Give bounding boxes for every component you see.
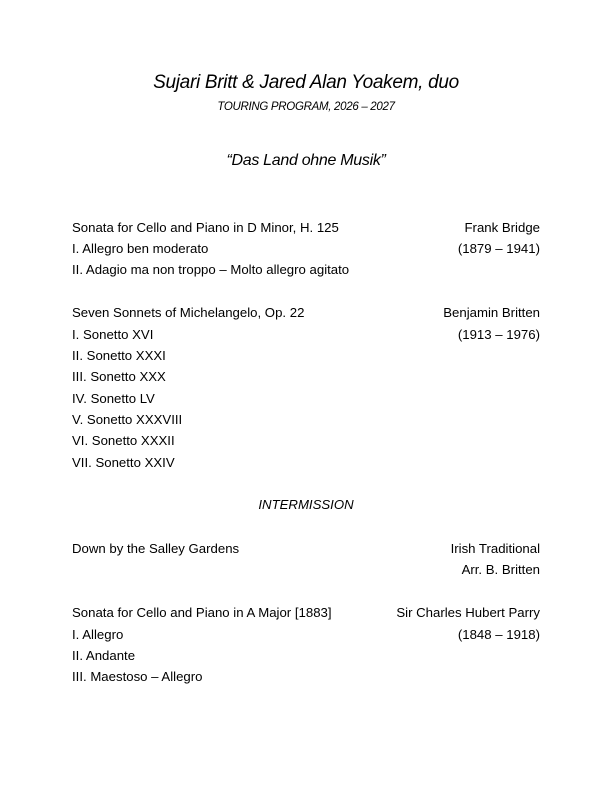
work-row xyxy=(72,409,540,430)
performer-title: Sujari Britt & Jared Alan Yoakem, duo xyxy=(153,72,459,93)
work-title: Sonata for Cello and Piano in A Major [1883] xyxy=(72,605,332,620)
composer-name: Irish Traditional xyxy=(450,541,540,556)
composer-dates: (1848 – 1918) xyxy=(457,627,540,642)
movement-title: VI. Sonetto XXXII xyxy=(72,433,175,448)
composer-name: Frank Bridge xyxy=(464,220,540,235)
work-row xyxy=(72,388,540,409)
composer-name: Benjamin Britten xyxy=(443,305,540,320)
composer-dates: (1879 – 1941) xyxy=(457,241,540,256)
movement-title: II. Andante xyxy=(72,648,136,663)
arranger-credit: Arr. B. Britten xyxy=(461,562,540,577)
intermission-label: INTERMISSION xyxy=(258,497,354,512)
work-row xyxy=(72,666,540,687)
work-row xyxy=(72,645,540,666)
movement-title: II. Sonetto XXXI xyxy=(72,348,166,363)
work-title: Seven Sonnets of Michelangelo, Op. 22 xyxy=(72,305,305,320)
work-row xyxy=(72,302,540,323)
work-row xyxy=(72,217,540,238)
work-row xyxy=(72,259,540,280)
movement-title: IV. Sonetto LV xyxy=(72,391,155,406)
work-row xyxy=(72,324,540,345)
work-title: Down by the Salley Gardens xyxy=(72,541,240,556)
movement-title: I. Allegro xyxy=(72,627,124,642)
work-row xyxy=(72,238,540,259)
movement-title: III. Sonetto XXX xyxy=(72,369,166,384)
movement-title: V. Sonetto XXXVIII xyxy=(72,412,183,427)
movement-title: I. Allegro ben moderato xyxy=(72,241,209,256)
work-row xyxy=(72,452,540,473)
work-row xyxy=(72,366,540,387)
work-row xyxy=(72,624,540,645)
program-title: “Das Land ohne Musik” xyxy=(226,152,386,169)
composer-name: Sir Charles Hubert Parry xyxy=(396,605,540,620)
movement-title: II. Adagio ma non troppo – Molto allegro agitato xyxy=(72,262,350,277)
work-row xyxy=(72,538,540,559)
work-row xyxy=(72,559,540,580)
work-row xyxy=(72,345,540,366)
movement-title: VII. Sonetto XXIV xyxy=(72,455,175,470)
work-row xyxy=(72,430,540,451)
touring-subtitle: TOURING PROGRAM, 2026 – 2027 xyxy=(217,101,395,113)
movement-title: III. Maestoso – Allegro xyxy=(72,669,203,684)
movement-title: I. Sonetto XVI xyxy=(72,327,154,342)
work-title: Sonata for Cello and Piano in D Minor, H. 125 xyxy=(72,220,339,235)
work-row xyxy=(72,602,540,623)
composer-dates: (1913 – 1976) xyxy=(457,327,540,342)
